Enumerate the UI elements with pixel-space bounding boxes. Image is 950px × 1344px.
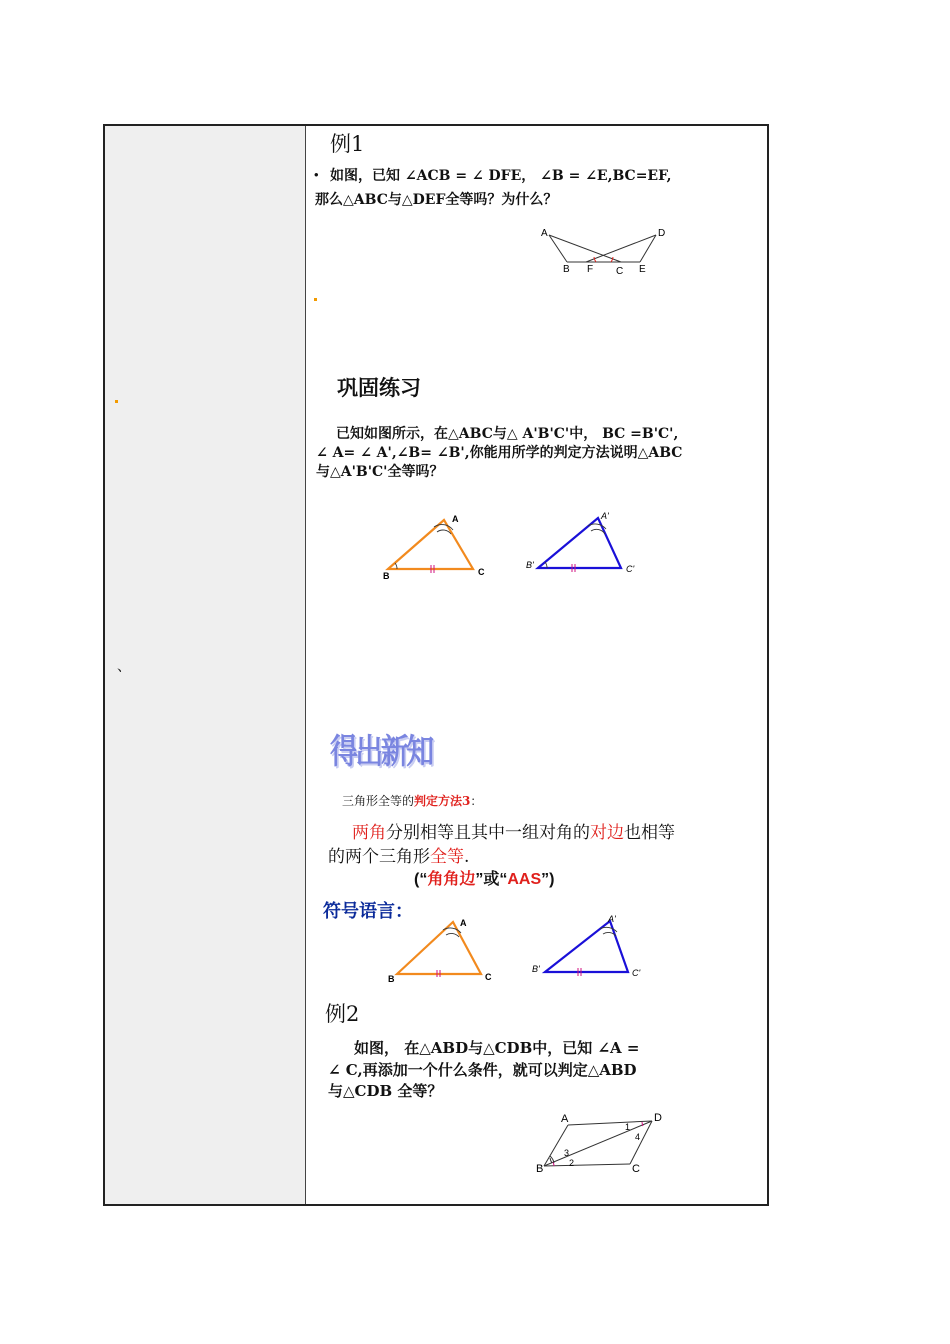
marker-dot	[115, 400, 118, 403]
tri2-label-a: A'	[601, 511, 609, 521]
fig2-angle-4: 4	[635, 1132, 641, 1142]
practice-line3: 与△A'B'C'全等吗？	[316, 464, 444, 480]
tri1-label-a: A	[452, 514, 459, 524]
sym-tri1-label-c: C	[485, 972, 492, 982]
example1-line2: 那么△ABC与△DEF全等吗？为什么？	[315, 192, 558, 208]
example1-bullet: •	[314, 167, 319, 182]
example1-figure	[530, 222, 680, 282]
fig1-label-b: B	[563, 264, 570, 275]
rule-line2: 的两个三角形全等.	[328, 847, 470, 867]
fig2-angle-2: 2	[569, 1158, 575, 1168]
tri1-label-c: C	[478, 567, 485, 577]
practice-triangle-a1b1c1	[520, 505, 650, 585]
rule-line1: 两角分别相等且其中一组对角的对边也相等	[352, 823, 675, 843]
fig1-label-d: D	[658, 228, 666, 239]
fig2-label-d: D	[654, 1112, 662, 1124]
fig1-label-f: F	[587, 264, 594, 275]
practice-heading: 巩固练习	[337, 375, 421, 400]
tri2-label-c: C'	[626, 564, 635, 574]
tri1-label-b: B	[383, 571, 390, 581]
wordart-title: 得出新知	[330, 732, 432, 772]
example2-figure	[530, 1108, 670, 1178]
fig1-label-e: E	[639, 264, 646, 275]
example2-line2: ∠ C,再添加一个什么条件，就可以判定△ABD	[328, 1061, 637, 1079]
fig2-angle-3: 3	[564, 1148, 570, 1158]
example1-line1: 如图，已知 ∠ACB = ∠ DFE， ∠B = ∠E,BC=EF,	[330, 168, 672, 184]
fig2-label-a: A	[561, 1113, 569, 1125]
example2-heading: 例2	[325, 1002, 360, 1026]
sym-tri2-label-c: C'	[632, 968, 641, 978]
practice-line1: 已知如图所示，在△ABC与△ A'B'C'中， BC =B'C',	[336, 426, 679, 442]
practice-triangle-abc	[375, 505, 505, 585]
fig2-label-b: B	[536, 1163, 544, 1175]
symbol-triangle-a1b1c1	[528, 912, 658, 978]
fig2-angle-1: 1	[625, 1122, 631, 1132]
example2-line3: 与△CDB 全等？	[328, 1082, 443, 1100]
left-column	[105, 126, 306, 1204]
sym-tri2-label-b: B'	[532, 964, 540, 974]
sym-tri2-label-a: A'	[608, 914, 616, 924]
example1-heading: 例1	[330, 132, 365, 156]
sym-tri1-label-b: B	[388, 974, 395, 984]
rule-abbreviation: (“角角边”或“AAS”)	[414, 871, 555, 888]
symbol-triangle-abc	[385, 912, 505, 984]
fig1-label-c: C	[616, 266, 624, 277]
sym-tri1-label-a: A	[460, 918, 467, 928]
tri2-label-b: B'	[526, 560, 534, 570]
practice-line2: ∠ A= ∠ A',∠B= ∠B',你能用所学的判定方法说明△ABC	[316, 445, 683, 461]
left-mark: 、	[117, 659, 131, 675]
fig1-label-a: A	[541, 228, 548, 239]
example2-line1: 如图， 在△ABD与△CDB中，已知 ∠A =	[354, 1039, 640, 1057]
fig2-label-c: C	[632, 1163, 640, 1175]
marker-dot	[314, 298, 317, 301]
symbol-language-heading: 符号语言：	[323, 901, 413, 922]
method-label: 三角形全等的判定方法3：	[342, 794, 483, 808]
